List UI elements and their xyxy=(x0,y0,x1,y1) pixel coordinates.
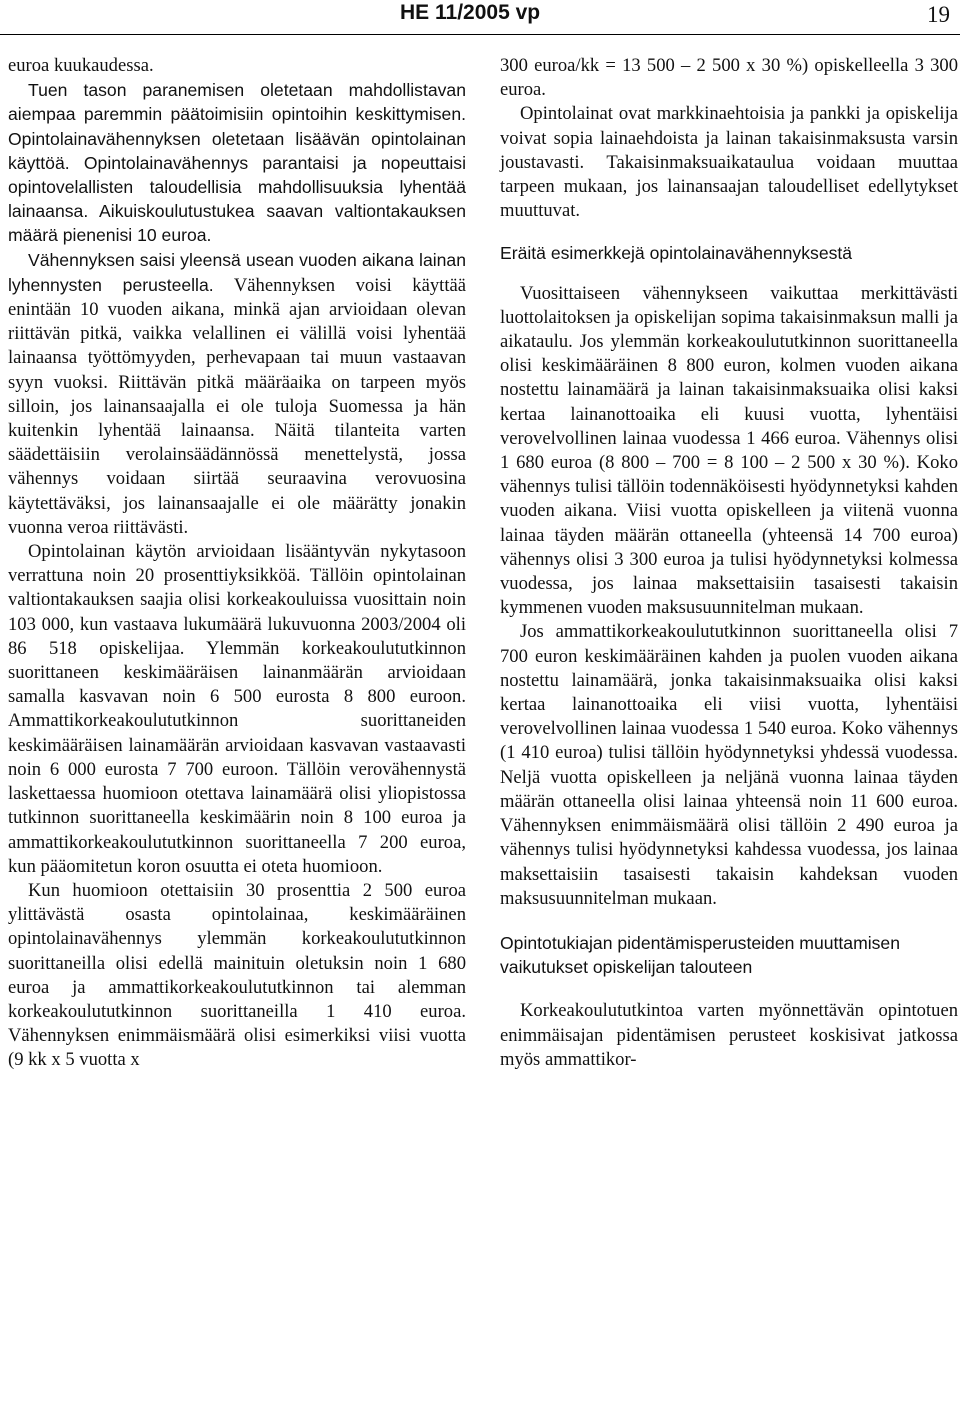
page-number: 19 xyxy=(927,2,950,27)
page-header xyxy=(0,0,960,40)
paragraph-average-deduction: Kun huomioon otettaisiin 30 prosenttia 2 500 euroa ylittävästä osasta opintolainaa, keskimääräinen opintolainavähennys ylemmän korkeakoulututkinnon suorittaneilla olisi edellä mainituin oletuksin noin 1 680 euroa ja ammattikorkeakoulututkinnon tai alemman korkeakoulututkinnon suorittaneilla 1 410 euroa. Vähennyksen enimmäismäärä olisi esimerkiksi viisi vuotta (9 kk x 5 vuotta x xyxy=(8,879,466,1071)
paragraph-continuation-right: 300 euroa/kk = 13 500 – 2 500 x 30 %) opiskelleella 3 300 euroa. xyxy=(500,55,958,101)
left-column xyxy=(8,54,466,1073)
section-heading: Opintotukiajan pidentämisperusteiden muuttamisen vaikutukset opiskelijan talouteen xyxy=(500,932,901,978)
paragraph-deduction-period xyxy=(8,248,466,540)
paragraph-market-terms: Opintolainat ovat markkinaehtoisia ja pankki ja opiskelija voivat sopia lainaehdoista ja lainan takaisinmaksusta varsin joustavasti. Takaisinmaksuaikataulua voidaan muuttaa tarpeen mukaan, jos lainansaajan taloudelliset edellytykset muuttuvat. xyxy=(500,103,958,222)
document-id: HE 11/2005 vp xyxy=(400,1,541,24)
paragraph-support-level: Tuen tason paranemisen oletetaan mahdollistavan aiempaa paremmin päätoimisiin opintoihin keskittymisen. Opintolainavähennyksen oletetaan lisäävän opintolainan käyttöä. Opintolainavähennys parantaisi ja nopeuttaisi opintovelallisten taloudellisia mahdollisuuksia lyhentää lainaansa. Aikuiskoulutustukea saavan valtiontakauksen määrä pienenisi 10 euroa. xyxy=(8,80,466,246)
header-rule xyxy=(0,34,960,35)
paragraph-deduction-body: Vähennyksen voisi käyttää enintään 10 vuoden aikana, minkä ajan arvioidaan olevan riittävän pitkä, vaikka velallinen ei välillä voisi lyhentää lainaansa työttömyyden, perhevapaan tai muun vastaavan syyn vuoksi. Riittävän pitkä määräaika on tarpeen myös silloin, jos lainansaajalla ei ole tuloja Suomessa ja hän kuitenkin lyhentää lainaansa. Näitä tilanteita varten säädettäisiin verolainsäädännössä menettelystä, jossa vähennys voidaan siirtää seuraavina verovuosina käytettäväksi, jos lainansaajalle ei ole määrätty jonakin vuonna veroa riittävästi. xyxy=(8,274,466,538)
paragraph-support-duration: Korkeakoulututkintoa varten myönnettävän opintotuen enimmäisajan pidentämisen perusteet koskisivat jatkossa myös ammattikor- xyxy=(500,1000,958,1070)
paragraph-example-polytechnic: Jos ammattikorkeakoulututkinnon suorittaneella olisi 7 700 euron keskimääräinen kahden ja puolen vuoden aikana nostettu lainamäärä, jonka takaisinmaksuaika olisi kaksi kertaa lainanottoaika eli viisi vuotta, lyhentäisi verovelvollinen lainaa vuodessa 1 540 euroa. Koko vähennys (1 410 euroa) tulisi tällöin hyödynnetyksi yhdessä vuodessa. Neljä vuotta opiskelleen ja neljänä vuonna lainaa täyden määrän ottaneella olisi lainaa yhteensä noin 11 600 euroa. Vähennyksen enimmäismäärä olisi tällöin 2 490 euroa ja vähennys tulisi hyödynnetyksi kahdessa vuodessa, jos lainaa maksettaisiin tasaisesti takaisin kahdeksan vuoden maksusuunnitelman mukaan. xyxy=(500,621,958,909)
paragraph-deduction-lead: Vähennyksen saisi yleensä usean vuoden aikana lainan lyhennysten perusteella. xyxy=(8,249,466,295)
paragraph-loan-usage: Opintolainan käytön arvioidaan lisääntyvän nykytasoon verrattuna noin 20 prosenttiyksikköä. Tällöin opintolainan valtiontakauksen saajia olisi korkeakouluissa vuosittain noin 103 000, kun vastaava lukumäärä lukuvuonna 2003/2004 oli 86 518 opiskelijaa. Ylemmän korkeakoulututkinnon suorittaneen keskimääräisen lainanmäärän arvioidaan samalla kasvavan noin 6 500 eurosta 8 800 euroon. Ammattikorkeakoulututkinnon suorittaneiden keskimääräisen lainamäärän arvioidaan kasvavan vastaavasti noin 6 000 eurosta 7 700 euroon. Tällöin verovähennystä laskettaessa huomioon otettava lainamäärä olisi yliopistossa tutkinnon suorittaneella keskimäärin noin 8 100 euroa ja ammattikorkeakoulututkinnon suorittaneella 7 200 euroa, kun pääomitetun koron osuutta ei oteta huomioon. xyxy=(8,541,466,877)
section-subheading: Eräitä esimerkkejä opintolainavähennyksestä xyxy=(500,243,853,264)
right-column xyxy=(500,54,958,1072)
paragraph-continuation: euroa kuukaudessa. xyxy=(8,55,154,76)
paragraph-example-university: Vuosittaiseen vähennykseen vaikuttaa merkittävästi luottolaitoksen ja opiskelijan sopima takaisinmaksun malli ja aikataulu. Jos ylemmän korkeakoulututkinnon suorittaneella olisi keskimääräinen 8 800 euron, kolmen vuoden aikana nostettu lainamäärä ja lainan takaisinmaksuaika olisi kaksi kertaa lainanottoaika eli kuusi vuotta, lyhentäisi verovelvollinen lainaa vuodessa 1 466 euroa. Vähennys olisi 1 680 euroa (8 800 – 700 = 8 100 – 2 500 x 30 %). Koko vähennys tulisi tällöin todennäköisesti hyödynnetyksi kahden vuoden aikana. Viisi vuotta opiskelleen ja viitenä vuonna lainaa täyden määrän ottaneella (yhteensä 14 700 euroa) vähennys olisi 3 300 euroa ja tulisi hyödynnetyksi kolmessa vuodessa, jos lainaa maksettaisiin tasaisesti takaisin kymmenen vuoden maksusuunnitelman mukaan. xyxy=(500,282,958,619)
